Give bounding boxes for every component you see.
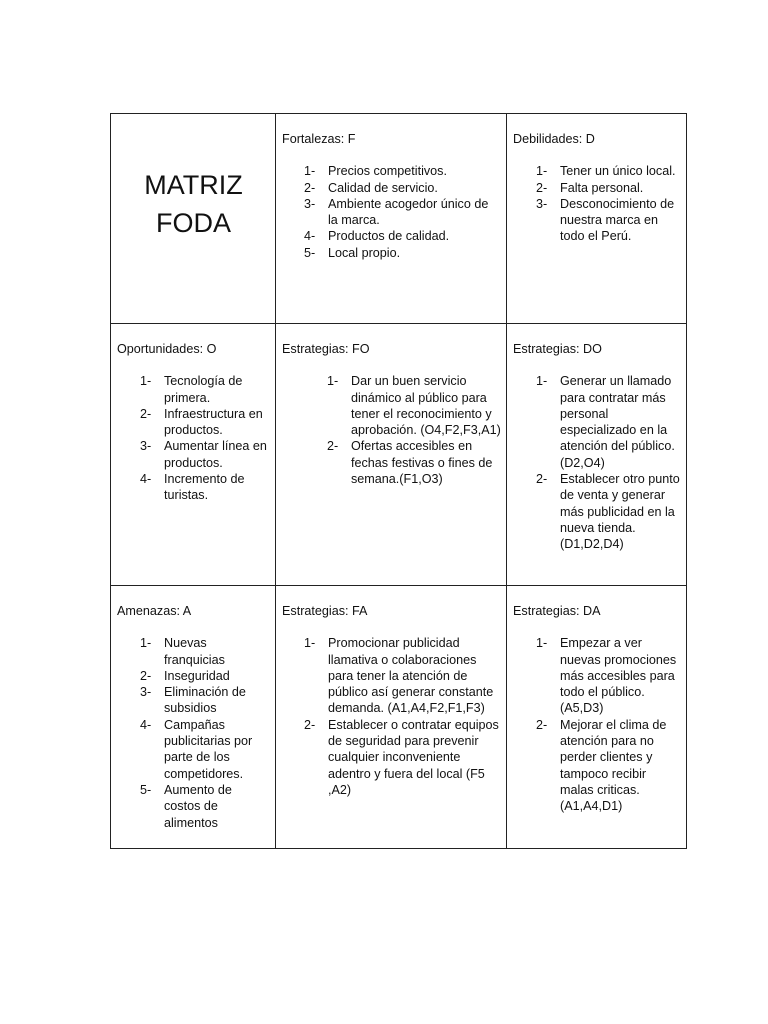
list-item-number: 2-: [536, 180, 548, 195]
fortalezas-heading: Fortalezas: F: [282, 132, 356, 146]
list-item-text: Ofertas accesibles en fechas festivas o fines de semana.(F1,O3): [351, 439, 493, 487]
foda-matrix-table: [110, 113, 687, 849]
list-item: [304, 196, 501, 229]
list-item: [304, 635, 501, 716]
list-item-text: Ambiente acogedor único de la marca.: [328, 196, 489, 228]
list-item-text: Dar un buen servicio dinámico al público para tener el reconocimiento y aprobación. (O4,F2,F3,A1): [351, 374, 501, 438]
list-item-text: Precios competitivos.: [328, 164, 447, 179]
list-item: [140, 635, 270, 668]
list-item: [327, 438, 501, 487]
fortalezas-cell: [276, 114, 507, 324]
list-item-text: Infraestructura en productos.: [164, 406, 263, 438]
list-item: [304, 245, 501, 261]
estrategias-fo-list: [282, 373, 501, 487]
list-item-text: Desconocimiento de nuestra marca en todo el Perú.: [560, 196, 675, 244]
list-item-text: Eliminación de subsidios: [164, 685, 246, 716]
estrategias-fo-cell: [276, 324, 507, 586]
list-item-number: 2-: [140, 406, 152, 421]
list-item-number: 3-: [304, 196, 316, 211]
amenazas-heading: Amenazas: A: [117, 604, 192, 618]
list-item: [304, 180, 501, 196]
list-item: [304, 228, 501, 244]
list-item-text: Empezar a ver nuevas promociones más accesibles para todo el público. (A5,D3): [560, 636, 677, 716]
estrategias-da-cell: [507, 586, 687, 849]
matrix-title-cell: [111, 114, 276, 324]
debilidades-list: [513, 163, 681, 244]
list-item: [536, 163, 681, 179]
list-item-number: 1-: [536, 374, 548, 389]
list-item-text: Promocionar publicidad llamativa o colaboraciones para tener la atención de público así generar constante demanda. (A1,A4,F2,F1,F3): [328, 636, 494, 716]
list-item: [304, 717, 501, 798]
list-item: [536, 635, 681, 716]
list-item: [140, 684, 270, 717]
list-item: [536, 196, 681, 245]
list-item-number: 5-: [304, 245, 316, 260]
list-item-number: 1-: [536, 164, 548, 179]
list-item: [140, 668, 270, 684]
list-item: [536, 471, 681, 552]
estrategias-do-cell: [507, 324, 687, 586]
list-item-text: Aumentar línea en productos.: [164, 439, 267, 470]
list-item-number: 4-: [304, 229, 316, 244]
list-item-text: Falta personal.: [560, 180, 644, 195]
list-item-text: Calidad de servicio.: [328, 180, 438, 195]
estrategias-da-list: [513, 635, 681, 814]
list-item-text: Local propio.: [328, 245, 401, 260]
fortalezas-list: [282, 163, 501, 261]
estrategias-fa-cell: [276, 586, 507, 849]
list-item-number: 1-: [140, 636, 152, 651]
list-item: [140, 471, 270, 504]
estrategias-fa-list: [282, 635, 501, 798]
list-item-number: 1-: [140, 374, 152, 389]
list-item: [536, 717, 681, 815]
list-item: [327, 373, 501, 438]
list-item-text: Tecnología de primera.: [164, 374, 243, 405]
list-item: [140, 717, 270, 782]
debilidades-cell: [507, 114, 687, 324]
list-item-number: 3-: [140, 439, 152, 454]
list-item-number: 2-: [304, 717, 316, 732]
list-item: [140, 782, 270, 831]
list-item: [140, 406, 270, 439]
debilidades-heading: Debilidades: D: [513, 132, 595, 146]
estrategias-do-heading: Estrategias: DO: [513, 342, 602, 356]
oportunidades-heading: Oportunidades: O: [117, 342, 217, 356]
list-item-number: 3-: [536, 196, 548, 211]
list-item-number: 2-: [536, 472, 548, 487]
list-item: [536, 373, 681, 471]
estrategias-fo-heading: Estrategias: FO: [282, 342, 370, 356]
list-item-number: 1-: [304, 164, 316, 179]
estrategias-da-heading: Estrategias: DA: [513, 604, 601, 618]
oportunidades-cell: [111, 324, 276, 586]
list-item-number: 2-: [536, 717, 548, 732]
list-item: [536, 180, 681, 196]
oportunidades-list: [117, 373, 270, 503]
list-item-number: 1-: [536, 636, 548, 651]
matrix-title-line-2: FODA: [155, 208, 231, 238]
list-item-number: 1-: [327, 374, 339, 389]
list-item-number: 5-: [140, 782, 152, 797]
list-item: [304, 163, 501, 179]
list-item-text: Establecer otro punto de venta y generar más publicidad en la nueva tienda. (D1,D2,D4): [560, 472, 680, 552]
list-item-number: 4-: [140, 717, 152, 732]
estrategias-fa-heading: Estrategias: FA: [282, 604, 368, 618]
list-item-number: 1-: [304, 636, 316, 651]
list-item-number: 3-: [140, 685, 152, 700]
list-item: [140, 438, 270, 471]
list-item-text: Campañas publicitarias por parte de los competidores.: [164, 717, 253, 781]
list-item: [140, 373, 270, 406]
list-item-text: Inseguridad: [164, 668, 230, 683]
list-item-text: Aumento de costos de alimentos: [164, 782, 232, 830]
estrategias-do-list: [513, 373, 681, 552]
list-item-text: Incremento de turistas.: [164, 472, 245, 503]
list-item-number: 4-: [140, 472, 152, 487]
matrix-title-line-1: MATRIZ: [144, 170, 243, 200]
amenazas-list: [117, 635, 270, 831]
list-item-text: Mejorar el clima de atención para no perder clientes y tampoco recibir malas criticas. (A1,A4,D1): [560, 717, 667, 814]
amenazas-cell: [111, 586, 276, 849]
list-item-text: Tener un único local.: [560, 164, 676, 179]
list-item-number: 2-: [140, 668, 152, 683]
list-item-text: Generar un llamado para contratar más personal especializado en la atención del público. (D2,O4): [560, 374, 675, 470]
list-item-text: Nuevas franquicias: [164, 636, 225, 667]
list-item-text: Productos de calidad.: [328, 229, 450, 244]
list-item-number: 2-: [304, 180, 316, 195]
list-item-text: Establecer o contratar equipos de seguridad para prevenir cualquier inconveniente adentro y fuera del local (F5 ,A2): [328, 717, 499, 797]
list-item-number: 2-: [327, 439, 339, 454]
